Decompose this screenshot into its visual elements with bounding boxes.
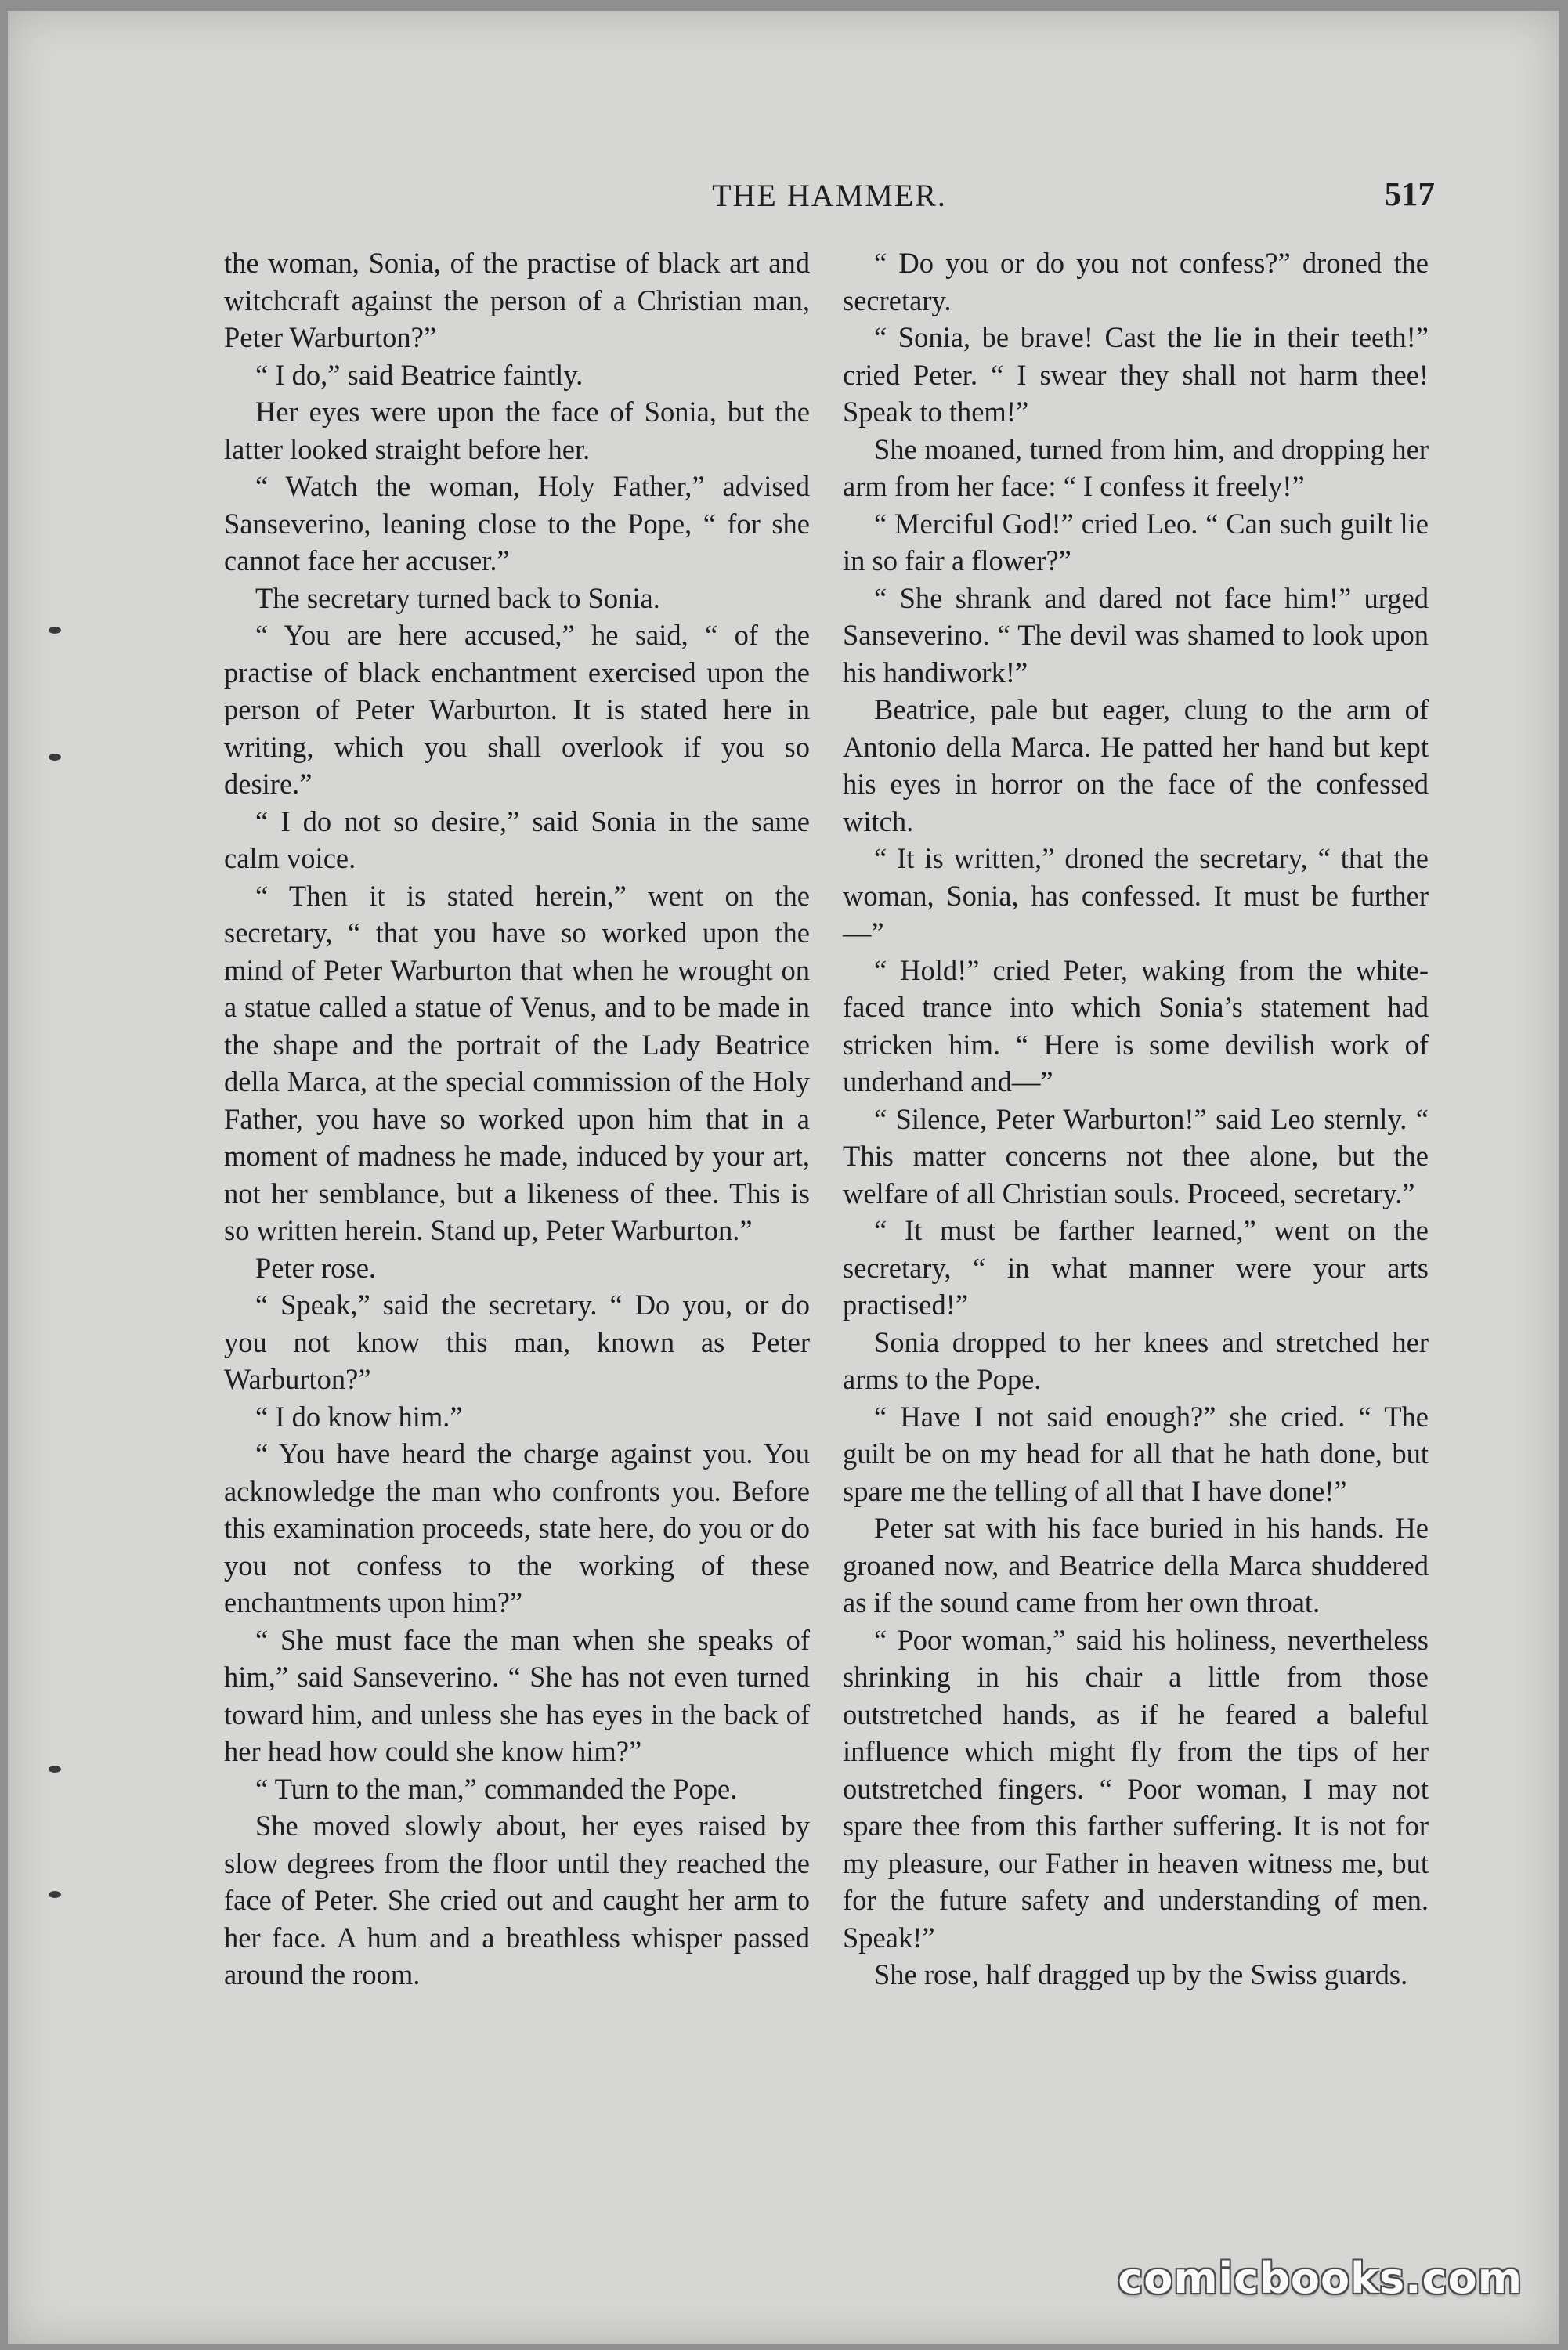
paragraph: The secretary turned back to Sonia.	[255, 581, 660, 614]
running-title: THE HAMMER.	[712, 178, 947, 213]
paragraph: “ Merciful God!” cried Leo. “ Can such guilt lie in so fair a flower?”	[843, 507, 1429, 577]
paragraph: She rose, half dragged up by the Swiss guards.	[874, 1958, 1408, 1990]
paragraph: “ Silence, Peter Warburton!” said Leo sternly. “ This matter concerns not thee alone, but the welfare of all Christian souls. Proceed, secretary.”	[843, 1102, 1429, 1209]
paragraph: “ Poor woman,” said his holiness, nevertheless shrinking in his chair a little from those outstretched hands, as if he feared a baleful influence which might fly from the tips of her outstretched fingers. “ Poor woman, I may not spare thee from this farther suffering. It is not for my pleasure, our Father in heaven witness me, but for the future safety and understanding of men. Speak!”	[843, 1623, 1429, 1954]
paragraph: Sonia dropped to her knees and stretched her arms to the Pope.	[843, 1325, 1429, 1395]
paragraph: She moved slowly about, her eyes raised by slow degrees from the floor until they reached the face of Peter. She cried out and caught her arm to her face. A hum and a breathless whisper passed around the room.	[224, 1810, 810, 1990]
paragraph: Peter rose.	[255, 1251, 377, 1284]
paragraph: Her eyes were upon the face of Sonia, but the latter looked straight before her.	[224, 396, 810, 465]
paragraph: “ Do you or do you not confess?” droned the secretary.	[843, 247, 1429, 316]
paragraph: “ You have heard the charge against you. You acknowledge the man who confronts you. Before this examination proceeds, state here, do you or do you not confess to the working of these enchantments upon him?”	[224, 1437, 810, 1618]
paragraph: “ Speak,” said the secretary. “ Do you, or do you not know this man, known as Peter Warburton?”	[224, 1289, 810, 1395]
text-column-right	[843, 244, 1429, 1994]
paragraph: “ Have I not said enough?” she cried. “ The guilt be on my head for all that he hath done, but spare me the telling of all that I have done!”	[843, 1400, 1429, 1507]
book-page	[8, 11, 1559, 2344]
paragraph: the woman, Sonia, of the practise of black art and witchcraft against the person of a Christian man, Peter Warburton?”	[224, 247, 810, 353]
text-column-left	[224, 244, 810, 1994]
page-number: 517	[1384, 176, 1435, 213]
paragraph: Beatrice, pale but eager, clung to the arm of Antonio della Marca. He patted her hand but kept his eyes in horror on the face of the confessed witch.	[843, 693, 1429, 837]
paragraph: “ I do not so desire,” said Sonia in the same calm voice.	[224, 804, 810, 874]
paragraph: “ Sonia, be brave! Cast the lie in their teeth!” cried Peter. “ I swear they shall not harm thee! Speak to them!”	[843, 321, 1429, 428]
paragraph: “ I do,” said Beatrice faintly.	[255, 358, 583, 391]
binding-hole-mark	[49, 754, 61, 761]
paragraph: “ Then it is stated herein,” went on the secretary, “ that you have so worked upon the mind of Peter Warburton that when he wrought on a statue called a statue of Venus, and to be made in the shape and the portrait of the Lady Beatrice della Marca, at the special commission of the Holy Father, you have so worked upon him that in a moment of madness he made, induced by your art, not her semblance, but a likeness of thee. This is so written herein. Stand up, Peter Warburton.”	[224, 879, 810, 1246]
paragraph: “ You are here accused,” he said, “ of the practise of black enchantment exercised upon the person of Peter Warburton. It is stated here in writing, which you shall overlook if you so desire.”	[224, 619, 810, 800]
paragraph: “ It is written,” droned the secretary, “ that the woman, Sonia, has confessed. It must be further—”	[843, 842, 1429, 949]
paragraph: She moaned, turned from him, and dropping her arm from her face: “ I confess it freely!”	[843, 432, 1429, 502]
page-header	[224, 177, 1435, 216]
paragraph: “ Hold!” cried Peter, waking from the white-faced trance into which Sonia’s statement had stricken him. “ Here is some devilish work of underhand and—”	[843, 953, 1429, 1097]
binding-hole-mark	[49, 627, 61, 634]
paragraph: Peter sat with his face buried in his hands. He groaned now, and Beatrice della Marca shuddered as if the sound came from her own throat.	[843, 1512, 1429, 1618]
paragraph: “ Watch the woman, Holy Father,” advised Sanseverino, leaning close to the Pope, “ for she cannot face her accuser.”	[224, 470, 810, 577]
paragraph: “ She shrank and dared not face him!” urged Sanseverino. “ The devil was shamed to look upon his handiwork!”	[843, 581, 1429, 689]
paragraph: “ She must face the man when she speaks of him,” said Sanseverino. “ She has not even turned toward him, and unless she has eyes in the back of her head how could she know him?”	[224, 1623, 810, 1767]
binding-hole-mark	[49, 1766, 61, 1773]
binding-hole-mark	[49, 1891, 61, 1898]
paragraph: “ It must be farther learned,” went on the secretary, “ in what manner were your arts practised!”	[843, 1214, 1429, 1321]
site-watermark: comicbooks.com	[1118, 2254, 1523, 2303]
paragraph: “ Turn to the man,” commanded the Pope.	[255, 1772, 738, 1805]
paragraph: “ I do know him.”	[255, 1400, 463, 1433]
